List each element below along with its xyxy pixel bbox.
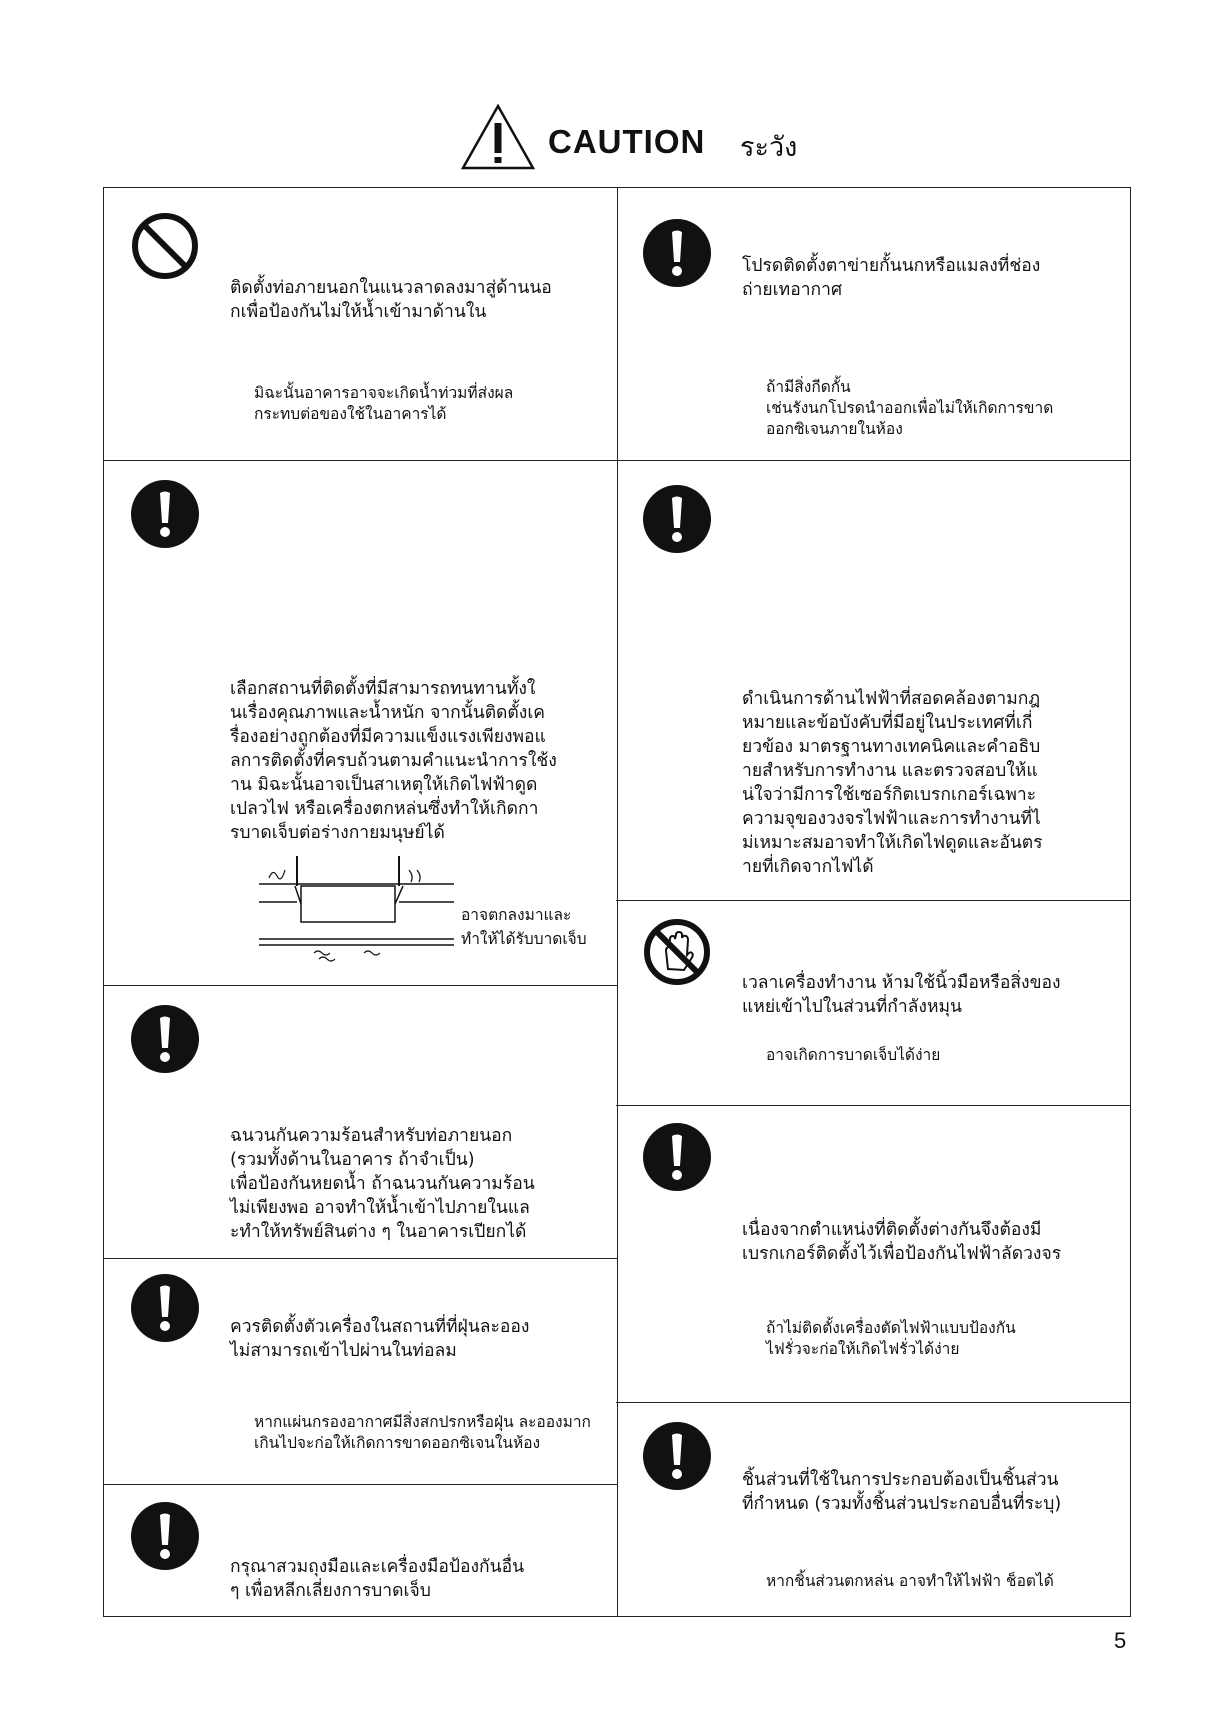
caution-item-rotating-parts: [616, 901, 1130, 1106]
caution-header: [0, 103, 1224, 173]
caution-item-install-location: [104, 461, 617, 986]
right-column: [616, 187, 1131, 1617]
caution-text: ดำเนินการด้านไฟฟ้าที่สอดคล้องตามกฎ หมายและข้อบังคับที่มีอยู่ในประเทศที่เกี่ ยวข้อง มาตรฐานทางเทคนิคและคำอธิบ ายสำหรับการทำงาน และตรวจสอบให้แ น่ใจว่ามีการใช้เซอร์กิตเบรกเกอร์เฉพาะ ความจุของวงจรไฟฟ้าและการทำงานที่ไ ม่เหมาะสมอาจทำให้เกิดไฟดูดและอันตร ายที่เกิดจากไฟได้: [742, 689, 1043, 877]
mandatory-icon: [642, 484, 712, 554]
mandatory-icon: [642, 1122, 712, 1192]
caution-note: ถ้ามีสิ่งกีดกั้น เช่นรังนกโปรดนำออกเพื่อไม่ให้เกิดการขาด ออกซิเจนภายในห้อง: [766, 378, 1054, 438]
caution-text: ติดตั้งท่อภายนอกในแนวลาดลงมาสู่ด้านนอ กเพื่อป้องกันไม่ให้น้ำเข้ามาด้านใน: [230, 278, 552, 322]
caution-note: มิฉะนั้นอาคารอาจจะเกิดน้ำท่วมที่ส่งผล กระทบต่อของใช้ในอาคารได้: [254, 384, 514, 423]
caution-text: ชิ้นส่วนที่ใช้ในการประกอบต้องเป็นชิ้นส่วน ที่กำหนด (รวมทั้งชิ้นส่วนประกอบอื่นที่ระบุ): [742, 1470, 1062, 1514]
caution-item-dust: [104, 1259, 617, 1485]
caution-item-bird-mesh: [616, 188, 1130, 461]
caution-text: โปรดติดตั้งตาข่ายกั้นนกหรือแมลงที่ช่อง ถ่ายเทอากาศ: [742, 256, 1041, 300]
caution-note: อาจเกิดการบาดเจ็บได้ง่าย: [766, 1046, 941, 1064]
caution-title: CAUTION: [548, 123, 706, 160]
caution-text: เวลาเครื่องทำงาน ห้ามใช้นิ้วมือหรือสิ่งของ แหย่เข้าไปในส่วนที่กำลังหมุน: [742, 973, 1061, 1017]
caution-item-parts: [616, 1403, 1130, 1618]
page-number: 5: [1114, 1628, 1127, 1653]
caution-note: หากชิ้นส่วนตกหล่น อาจทำให้ไฟฟ้า ช็อตได้: [766, 1572, 1054, 1590]
mandatory-icon: [130, 1501, 200, 1571]
mandatory-icon: [130, 1004, 200, 1074]
caution-text: ควรติดตั้งตัวเครื่องในสถานที่ที่ฝุ่นละออง ไม่สามารถเข้าไปผ่านในท่อลม: [230, 1317, 530, 1361]
caution-item-electrical-work: [616, 461, 1130, 901]
caution-item-pipe-insulation: [104, 986, 617, 1259]
warning-triangle-icon: [460, 103, 536, 171]
mandatory-icon: [642, 218, 712, 288]
mandatory-icon: [642, 1421, 712, 1491]
mandatory-icon: [130, 479, 200, 549]
illustration-caption: อาจตกลงมาและ ทำให้ได้รับบาดเจ็บ: [461, 906, 587, 948]
no-touch-icon: [642, 917, 712, 987]
prohibition-icon: [130, 211, 200, 281]
mandatory-icon: [130, 1273, 200, 1343]
caution-text: เลือกสถานที่ติดตั้งที่มีสามารถทนทานทั้งใ นเรื่องคุณภาพและน้ำหนัก จากนั้นติดตั้งเค รื่องอย่างถูกต้องที่มีความแข็งแรงเพียงพอแ ลการติดตั้งที่ครบถ้วนตามคำแนะนำการใช้ง าน มิฉะนั้นอาจเป็นสาเหตุให้เกิดไฟฟ้าดูด เปลวไฟ หรือเครื่องตกหล่นซึ่งทำให้เกิดกา รบาดเจ็บต่อร่างกายมนุษย์ได้: [230, 679, 557, 843]
caution-title-thai: ระวัง: [740, 132, 798, 163]
falling-unit-illustration: [259, 856, 454, 966]
caution-item-gloves: [104, 1485, 617, 1618]
caution-note: หากแผ่นกรองอากาศมีสิ่งสกปรกหรือฝุ่น ละอองมาก เกินไปจะก่อให้เกิดการขาดออกซิเจนในห้อง: [254, 1413, 591, 1452]
caution-text: เนื่องจากตำแหน่งที่ติดตั้งต่างกันจึงต้องมี เบรกเกอร์ติดตั้งไว้เพื่อป้องกันไฟฟ้าลัดวงจร: [742, 1220, 1062, 1264]
caution-text: ฉนวนกันความร้อนสำหรับท่อภายนอก (รวมทั้งด้านในอาคาร ถ้าจำเป็น) เพื่อป้องกันหยดน้ำ ถ้าฉนวนกันความร้อน ไม่เพียงพอ อาจทำให้น้ำเข้าไปภายในแล ะทำให้ทรัพย์สินต่าง ๆ ในอาคารเปียกได้: [230, 1126, 535, 1242]
caution-note: ถ้าไม่ติดตั้งเครื่องตัดไฟฟ้าแบบป้องกัน ไฟรั่วจะก่อให้เกิดไฟรั่วได้ง่าย: [766, 1319, 1016, 1358]
caution-item-outdoor-pipe: [104, 188, 617, 461]
caution-item-breaker: [616, 1106, 1130, 1403]
caution-text: กรุณาสวมถุงมือและเครื่องมือป้องกันอื่น ๆ เพื่อหลีกเลี่ยงการบาดเจ็บ: [230, 1557, 525, 1601]
left-column: [103, 187, 618, 1617]
